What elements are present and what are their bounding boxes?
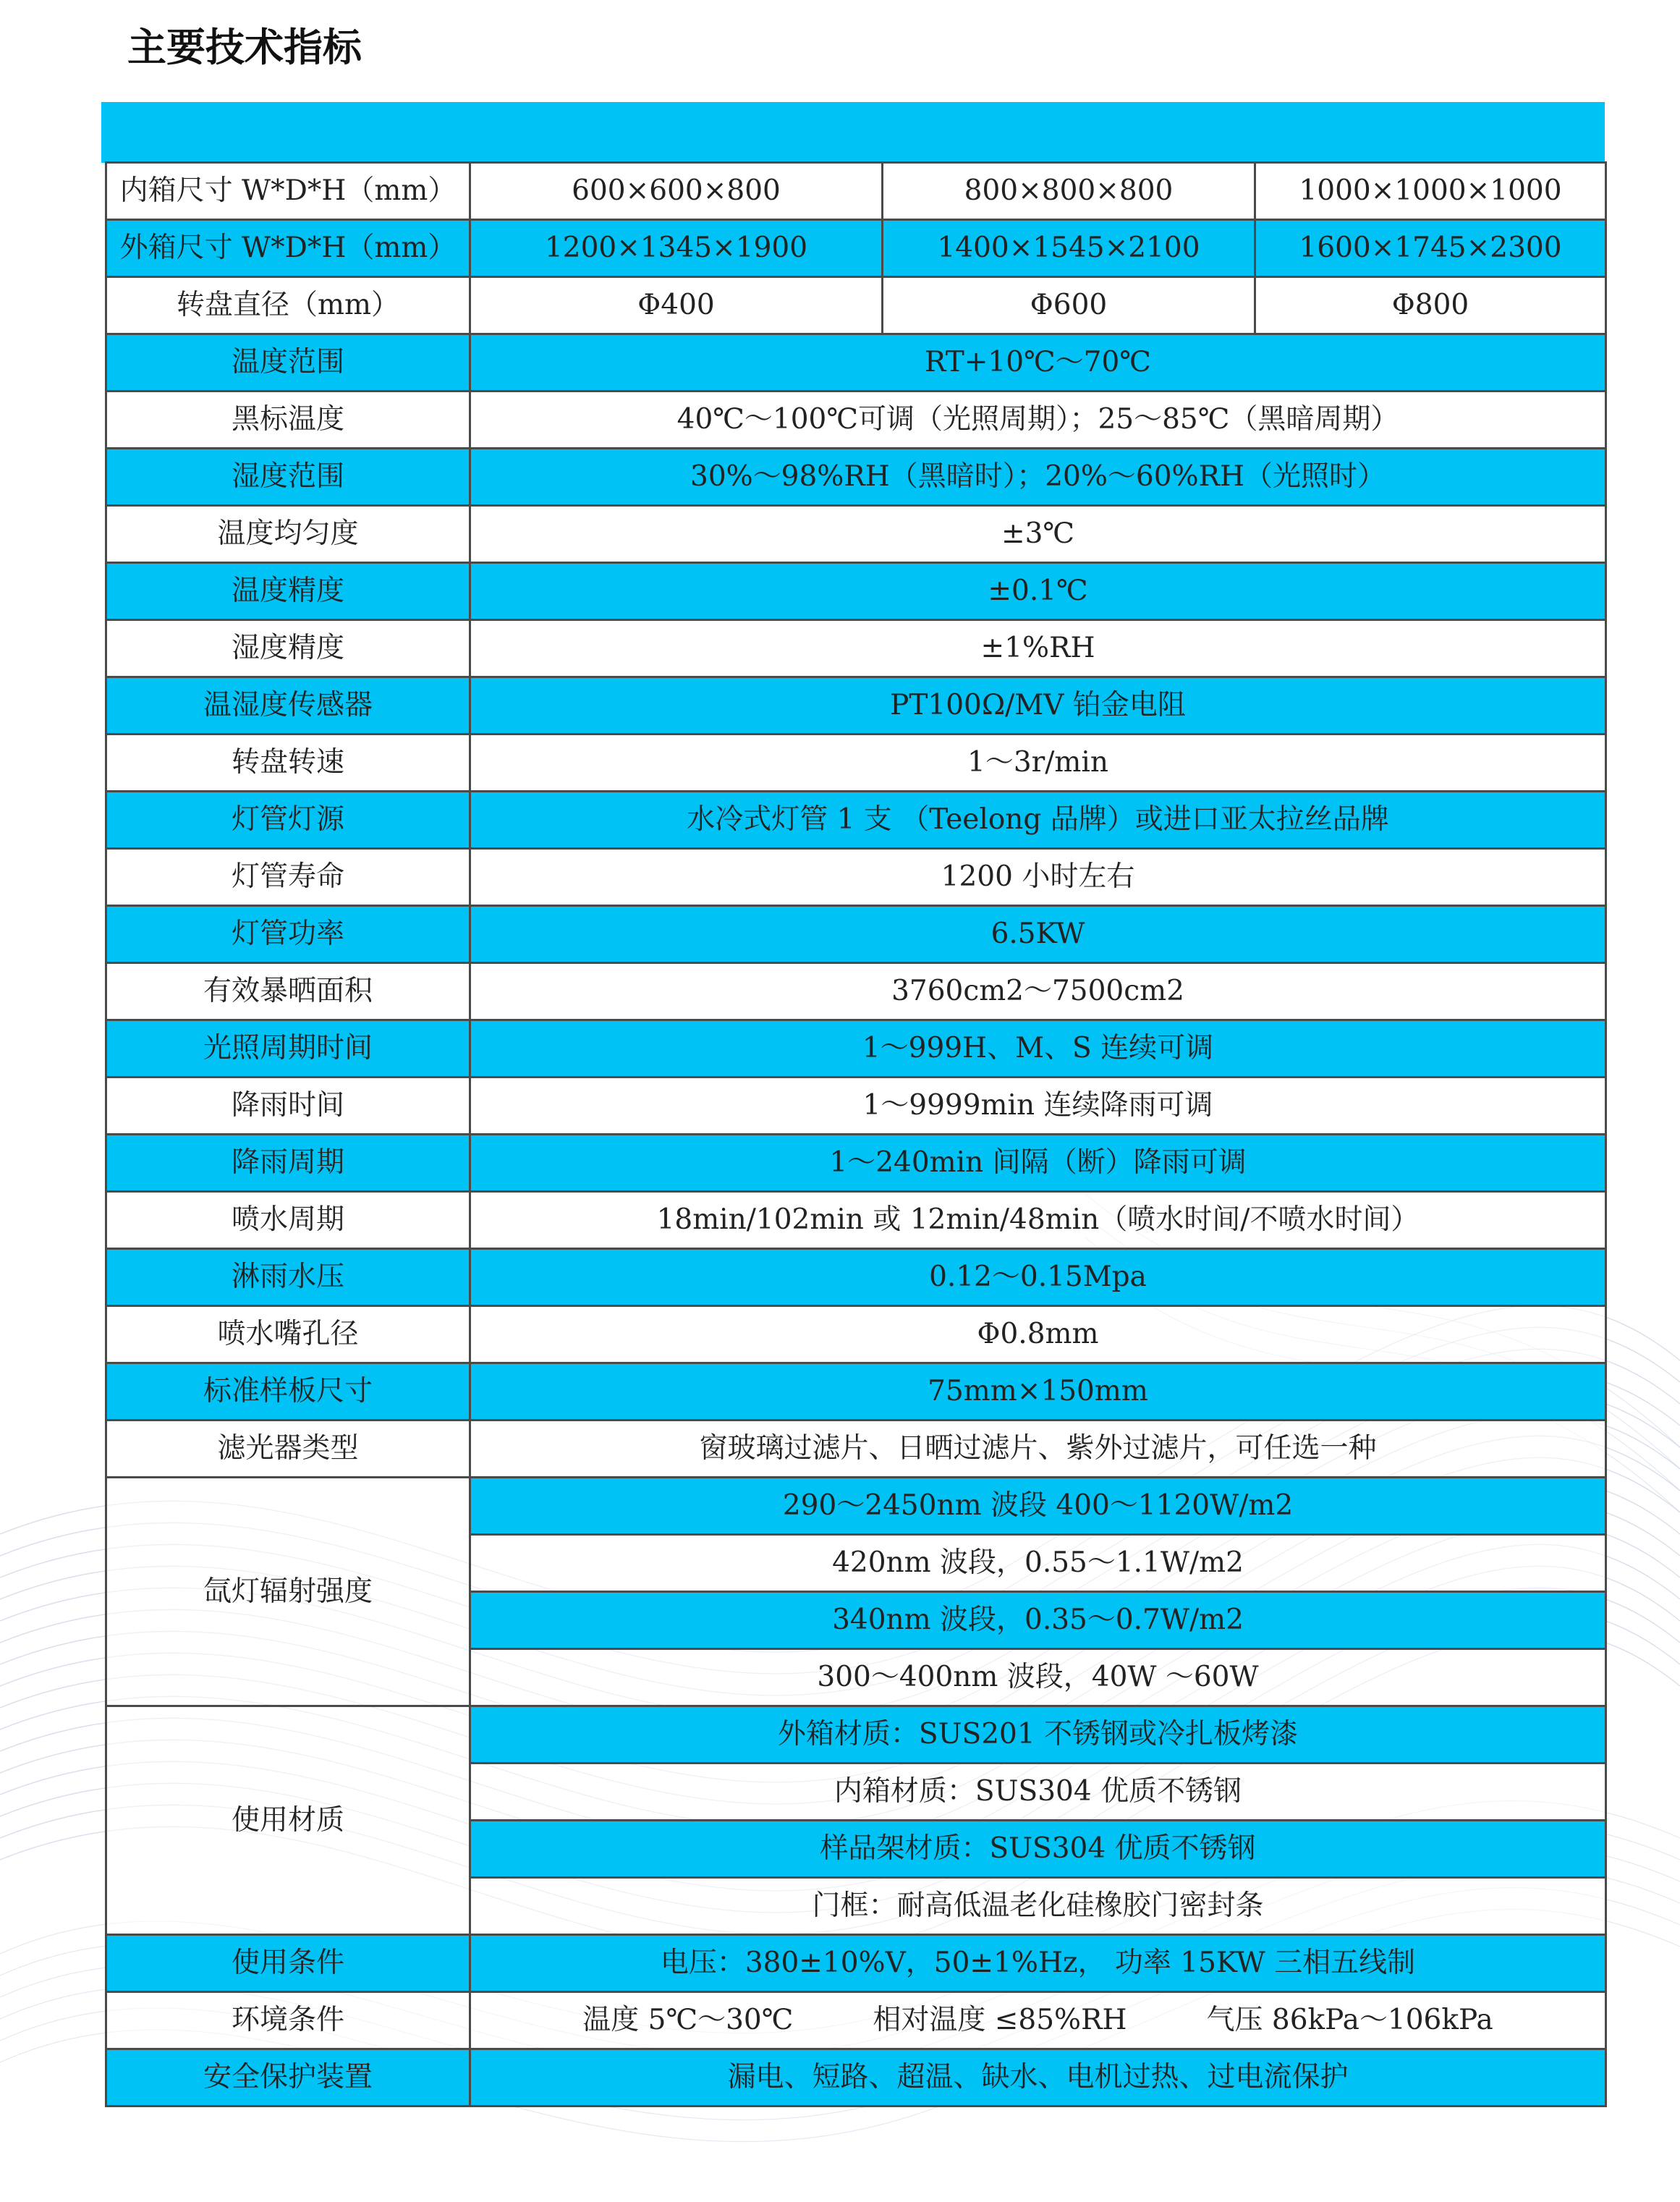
cell-value: 1000×1000×1000 xyxy=(1255,163,1606,220)
cell-value: 水冷式灯管 1 支 （Teelong 品牌）或进口亚太拉丝品牌 xyxy=(470,792,1606,849)
table-row xyxy=(106,1363,1606,1420)
row-label: 温度精度 xyxy=(106,563,470,620)
table-row xyxy=(106,1478,1606,1535)
table-row xyxy=(106,277,1606,334)
row-label: 温湿度传感器 xyxy=(106,677,470,734)
row-label: 灯管灯源 xyxy=(106,792,470,849)
row-label: 内箱尺寸 W*D*H（mm） xyxy=(106,163,470,220)
table-row xyxy=(106,963,1606,1020)
row-label-materials: 使用材质 xyxy=(106,1706,470,1935)
cell-value: ±0.1℃ xyxy=(470,563,1606,620)
row-label: 灯管寿命 xyxy=(106,849,470,906)
cell-value: 电压：380±10%V，50±1%Hz， 功率 15KW 三相五线制 xyxy=(470,1935,1606,1992)
environment-values xyxy=(470,1992,1606,2049)
table-row xyxy=(106,906,1606,963)
table-row xyxy=(106,1192,1606,1249)
row-label: 安全保护装置 xyxy=(106,2049,470,2106)
env-pressure: 气压 86kPa～106kPa xyxy=(1206,2004,1493,2036)
table-row xyxy=(106,734,1606,792)
cell-value: 1～999H、M、S 连续可调 xyxy=(470,1020,1606,1077)
table-row xyxy=(106,792,1606,849)
cell-value: Φ600 xyxy=(883,277,1255,334)
table-row xyxy=(106,391,1606,449)
cell-value: 290～2450nm 波段 400～1120W/m2 xyxy=(470,1478,1606,1535)
cell-value: 1200 小时左右 xyxy=(470,849,1606,906)
table-row xyxy=(106,1935,1606,1992)
cell-value: 漏电、短路、超温、缺水、电机过热、过电流保护 xyxy=(470,2049,1606,2106)
cell-value: 6.5KW xyxy=(470,906,1606,963)
cell-value: 340nm 波段，0.35～0.7W/m2 xyxy=(470,1592,1606,1649)
row-label: 喷水周期 xyxy=(106,1192,470,1249)
table-header-band xyxy=(101,102,1605,163)
cell-value: 外箱材质：SUS201 不锈钢或冷扎板烤漆 xyxy=(470,1706,1606,1763)
row-label: 湿度精度 xyxy=(106,620,470,677)
cell-value: 内箱材质：SUS304 优质不锈钢 xyxy=(470,1763,1606,1821)
cell-value: 300～400nm 波段，40W ～60W xyxy=(470,1649,1606,1706)
cell-value: 0.12～0.15Mpa xyxy=(470,1249,1606,1306)
table-row xyxy=(106,334,1606,391)
row-label: 有效暴晒面积 xyxy=(106,963,470,1020)
cell-value: 800×800×800 xyxy=(883,163,1255,220)
table-row xyxy=(106,677,1606,734)
row-label: 湿度范围 xyxy=(106,449,470,506)
row-label: 转盘转速 xyxy=(106,734,470,792)
cell-value: 1～240min 间隔（断）降雨可调 xyxy=(470,1135,1606,1192)
row-label: 黑标温度 xyxy=(106,391,470,449)
cell-value: ±3℃ xyxy=(470,506,1606,563)
table-row xyxy=(106,1992,1606,2049)
row-label: 标准样板尺寸 xyxy=(106,1363,470,1420)
table-row xyxy=(106,1020,1606,1077)
table-row xyxy=(106,1135,1606,1192)
env-humidity: 相对温度 ≤85%RH xyxy=(873,2004,1127,2036)
cell-value: 40℃～100℃可调（光照周期）；25～85℃（黑暗周期） xyxy=(470,391,1606,449)
cell-value: 18min/102min 或 12min/48min（喷水时间/不喷水时间） xyxy=(470,1192,1606,1249)
row-label: 滤光器类型 xyxy=(106,1420,470,1478)
table-row xyxy=(106,449,1606,506)
row-label: 喷水嘴孔径 xyxy=(106,1306,470,1363)
cell-value: 30%～98%RH（黑暗时）；20%～60%RH（光照时） xyxy=(470,449,1606,506)
table-row xyxy=(106,620,1606,677)
row-label: 温度均匀度 xyxy=(106,506,470,563)
cell-value: 3760cm2～7500cm2 xyxy=(470,963,1606,1020)
table-row xyxy=(106,220,1606,277)
cell-value: 门框：耐高低温老化硅橡胶门密封条 xyxy=(470,1878,1606,1935)
table-row xyxy=(106,1306,1606,1363)
cell-value: 1200×1345×1900 xyxy=(470,220,883,277)
row-label: 转盘直径（mm） xyxy=(106,277,470,334)
cell-value: 75mm×150mm xyxy=(470,1363,1606,1420)
cell-value: Φ0.8mm xyxy=(470,1306,1606,1363)
cell-value: 样品架材质：SUS304 优质不锈钢 xyxy=(470,1821,1606,1878)
row-label: 环境条件 xyxy=(106,1992,470,2049)
row-label: 淋雨水压 xyxy=(106,1249,470,1306)
cell-value: Φ800 xyxy=(1255,277,1606,334)
row-label: 外箱尺寸 W*D*H（mm） xyxy=(106,220,470,277)
row-label: 使用条件 xyxy=(106,1935,470,1992)
cell-value: PT100Ω/MV 铂金电阻 xyxy=(470,677,1606,734)
env-temperature: 温度 5℃～30℃ xyxy=(582,2004,794,2036)
table-row xyxy=(106,563,1606,620)
row-label: 降雨周期 xyxy=(106,1135,470,1192)
row-label-xenon: 氙灯辐射强度 xyxy=(106,1478,470,1706)
cell-value: 窗玻璃过滤片、日晒过滤片、紫外过滤片，可任选一种 xyxy=(470,1420,1606,1478)
table-row xyxy=(106,1249,1606,1306)
cell-value: Φ400 xyxy=(470,277,883,334)
row-label: 降雨时间 xyxy=(106,1077,470,1135)
table-row xyxy=(106,1420,1606,1478)
cell-value: ±1%RH xyxy=(470,620,1606,677)
cell-value: 1400×1545×2100 xyxy=(883,220,1255,277)
cell-value: 1～3r/min xyxy=(470,734,1606,792)
spec-table xyxy=(105,161,1607,2107)
page-title: 主要技术指标 xyxy=(127,25,362,70)
table-row xyxy=(106,849,1606,906)
table-row xyxy=(106,163,1606,220)
table-row xyxy=(106,1077,1606,1135)
row-label: 温度范围 xyxy=(106,334,470,391)
cell-value: 420nm 波段，0.55～1.1W/m2 xyxy=(470,1535,1606,1592)
table-row xyxy=(106,2049,1606,2106)
cell-value: 600×600×800 xyxy=(470,163,883,220)
row-label: 灯管功率 xyxy=(106,906,470,963)
row-label: 光照周期时间 xyxy=(106,1020,470,1077)
cell-value: 1～9999min 连续降雨可调 xyxy=(470,1077,1606,1135)
table-row xyxy=(106,1706,1606,1763)
cell-value: 1600×1745×2300 xyxy=(1255,220,1606,277)
table-row xyxy=(106,506,1606,563)
cell-value: RT+10℃～70℃ xyxy=(470,334,1606,391)
